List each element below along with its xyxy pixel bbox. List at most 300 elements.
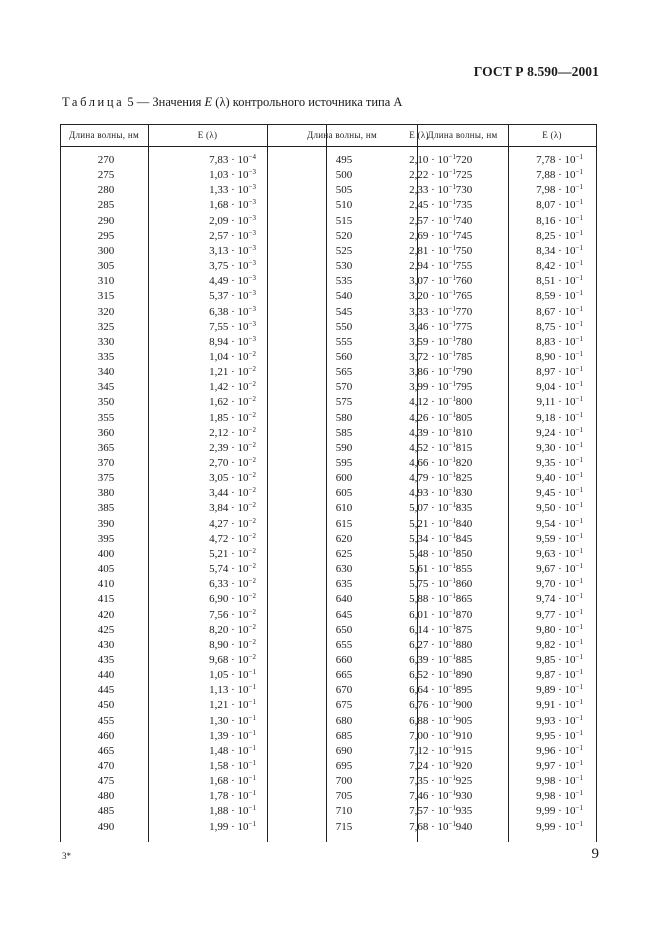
e-lambda-cell: [508, 441, 583, 456]
wavelength-cell: 735: [455, 199, 473, 212]
wavelength-cell: 705: [335, 790, 353, 803]
caption-number: 5 — Значения: [124, 95, 205, 109]
wavelength-cell: 630: [335, 563, 353, 576]
e-lambda-exponent: −1: [575, 713, 583, 722]
times-ten-symbol: · 10: [428, 320, 449, 333]
wavelength-cell: 590: [335, 441, 353, 454]
e-lambda-cell: [148, 168, 256, 183]
e-lambda-cell: [508, 229, 583, 244]
e-lambda-mantissa: 1,13: [209, 684, 229, 697]
e-lambda-cell: [508, 486, 583, 501]
wavelength-cell: 930: [455, 790, 473, 803]
wavelength-cell: 850: [455, 547, 473, 560]
wavelength-cell: 680: [335, 714, 353, 727]
e-lambda-exponent: −1: [575, 743, 583, 752]
wavelength-cell: 365: [97, 441, 115, 454]
wavelength-cell: 455: [97, 714, 115, 727]
e-lambda-exponent: −1: [248, 759, 256, 767]
e-lambda-cell: [508, 532, 583, 547]
e-lambda-mantissa: 1,42: [209, 381, 229, 394]
e-lambda-exponent: −1: [248, 774, 256, 783]
times-ten-symbol: · 10: [428, 487, 449, 500]
e-lambda-mantissa: 4,26: [409, 411, 429, 424]
times-ten-symbol: · 10: [228, 563, 249, 576]
e-lambda-exponent: −1: [575, 440, 583, 449]
e-lambda-mantissa: 8,59: [536, 290, 556, 303]
e-lambda-cell: [508, 350, 583, 365]
e-lambda-mantissa: 5,75: [409, 578, 429, 591]
e-lambda-mantissa: 5,61: [409, 563, 429, 576]
times-ten-symbol: · 10: [428, 502, 449, 515]
e-lambda-exponent: −1: [575, 168, 583, 177]
e-lambda-exponent: −1: [448, 259, 456, 268]
e-lambda-mantissa: 6,90: [209, 593, 229, 606]
e-lambda-cell: [148, 441, 256, 456]
wavelength-cell: 725: [455, 169, 473, 182]
wavelength-cell: 530: [335, 260, 353, 273]
wavelength-cell: 580: [335, 411, 353, 424]
e-lambda-mantissa: 7,78: [536, 154, 556, 166]
wavelength-cell: 890: [455, 669, 473, 682]
e-lambda-exponent: −1: [248, 804, 256, 813]
wavelength-cell: 875: [455, 623, 473, 636]
e-lambda-mantissa: 9,68: [209, 653, 229, 666]
e-lambda-cell: [148, 305, 256, 320]
e-lambda-mantissa: 4,66: [409, 457, 429, 469]
e-lambda-exponent: −1: [448, 516, 456, 525]
times-ten-symbol: · 10: [555, 305, 576, 318]
e-lambda-exponent: −1: [448, 759, 456, 767]
wavelength-cell: 920: [455, 760, 473, 772]
e-lambda-mantissa: 8,16: [536, 214, 556, 227]
times-ten-symbol: · 10: [555, 623, 576, 636]
e-lambda-mantissa: 9,18: [536, 411, 556, 424]
e-lambda-mantissa: 3,07: [409, 275, 429, 288]
wavelength-cell: 405: [97, 563, 115, 576]
wavelength-cell: 440: [97, 669, 115, 682]
times-ten-symbol: · 10: [228, 790, 249, 803]
wavelength-cell: 685: [335, 729, 353, 742]
e-lambda-mantissa: 9,77: [536, 608, 556, 621]
header-e-lambda-3: E (λ): [542, 130, 562, 140]
wavelength-cell: 515: [335, 214, 353, 227]
e-lambda-exponent: −1: [575, 607, 583, 616]
e-lambda-mantissa: 9,67: [536, 563, 556, 576]
times-ten-symbol: · 10: [228, 260, 249, 273]
wavelength-cell: 350: [97, 396, 115, 409]
times-ten-symbol: · 10: [428, 381, 449, 394]
e-lambda-mantissa: 4,72: [209, 532, 229, 545]
e-lambda-exponent: −1: [448, 153, 456, 161]
header-e-lambda-1: E (λ): [197, 130, 218, 140]
e-lambda-exponent: −1: [448, 365, 456, 374]
e-lambda-cell: [508, 259, 583, 274]
wavelength-cell: 720: [455, 154, 473, 166]
wavelength-cell: 325: [97, 320, 115, 333]
e-lambda-mantissa: 4,39: [409, 426, 429, 439]
e-lambda-mantissa: 1,21: [209, 699, 229, 712]
e-lambda-mantissa: 3,46: [409, 320, 429, 333]
times-ten-symbol: · 10: [428, 366, 449, 379]
e-lambda-mantissa: 8,07: [536, 199, 556, 212]
e-lambda-exponent: −3: [248, 319, 256, 328]
times-ten-symbol: · 10: [555, 760, 576, 772]
e-lambda-mantissa: 8,75: [536, 320, 556, 333]
e-lambda-exponent: −3: [248, 274, 256, 283]
wavelength-cell: 910: [455, 729, 473, 742]
e-lambda-mantissa: 9,35: [536, 457, 556, 469]
times-ten-symbol: · 10: [555, 426, 576, 439]
times-ten-symbol: · 10: [428, 154, 449, 166]
e-lambda-exponent: −1: [575, 410, 583, 419]
e-lambda-cell: [148, 456, 256, 471]
e-lambda-mantissa: 7,55: [209, 320, 229, 333]
e-lambda-cell: [148, 471, 256, 486]
wavelength-cell: 660: [335, 653, 353, 666]
wavelength-cell: 800: [455, 396, 473, 409]
wavelength-cell: 770: [455, 305, 473, 318]
times-ten-symbol: · 10: [428, 305, 449, 318]
times-ten-symbol: · 10: [228, 593, 249, 606]
e-lambda-cell: [508, 320, 583, 335]
e-lambda-exponent: −3: [248, 334, 256, 343]
times-ten-symbol: · 10: [228, 396, 249, 409]
wavelength-cell: 560: [335, 350, 353, 363]
data-table: [60, 124, 597, 842]
e-lambda-exponent: −1: [448, 349, 456, 358]
e-lambda-cell: [508, 380, 583, 395]
wavelength-cell: 510: [335, 199, 353, 212]
e-lambda-exponent: −1: [575, 546, 583, 555]
e-lambda-exponent: −1: [448, 198, 456, 207]
wavelength-cell: 465: [97, 744, 115, 757]
times-ten-symbol: · 10: [555, 502, 576, 515]
times-ten-symbol: · 10: [228, 502, 249, 515]
e-lambda-exponent: −1: [575, 334, 583, 343]
wavelength-cell: 355: [97, 411, 115, 424]
times-ten-symbol: · 10: [555, 653, 576, 666]
times-ten-symbol: · 10: [428, 714, 449, 727]
e-lambda-cell: [148, 729, 256, 744]
e-lambda-exponent: −1: [448, 228, 456, 237]
e-lambda-exponent: −1: [448, 501, 456, 510]
times-ten-symbol: · 10: [228, 729, 249, 742]
e-lambda-mantissa: 3,72: [409, 350, 429, 363]
e-lambda-mantissa: 7,46: [409, 790, 429, 803]
e-lambda-exponent: −2: [248, 395, 256, 404]
e-lambda-cell: [148, 274, 256, 289]
wavelength-cell: 345: [97, 381, 115, 394]
e-lambda-exponent: −2: [248, 486, 256, 495]
e-lambda-mantissa: 1,88: [209, 805, 229, 818]
e-lambda-exponent: −1: [448, 789, 456, 798]
e-lambda-exponent: −3: [248, 198, 256, 207]
e-lambda-mantissa: 7,12: [409, 744, 429, 757]
e-lambda-exponent: −1: [248, 713, 256, 722]
wavelength-cell: 575: [335, 396, 353, 409]
e-lambda-exponent: −1: [448, 440, 456, 449]
e-lambda-exponent: −2: [248, 592, 256, 601]
e-lambda-mantissa: 2,09: [209, 214, 229, 227]
e-lambda-cell: [148, 804, 256, 819]
times-ten-symbol: · 10: [428, 578, 449, 591]
wavelength-cell: 935: [455, 805, 473, 818]
times-ten-symbol: · 10: [555, 441, 576, 454]
wavelength-cell: 925: [455, 775, 473, 788]
times-ten-symbol: · 10: [228, 669, 249, 682]
wavelength-cell: 610: [335, 502, 353, 515]
times-ten-symbol: · 10: [428, 517, 449, 530]
e-lambda-exponent: −1: [575, 380, 583, 389]
e-lambda-exponent: −1: [448, 243, 456, 252]
wavelength-cell: 665: [335, 669, 353, 682]
times-ten-symbol: · 10: [428, 760, 449, 772]
e-lambda-mantissa: 7,56: [209, 608, 229, 621]
wavelength-cell: 475: [97, 775, 115, 788]
e-lambda-cell: [148, 289, 256, 304]
e-lambda-exponent: −1: [575, 531, 583, 540]
wavelength-cell: 650: [335, 623, 353, 636]
wavelength-cell: 655: [335, 638, 353, 651]
e-lambda-exponent: −1: [575, 183, 583, 192]
e-lambda-mantissa: 9,98: [536, 775, 556, 788]
wavelength-cell: 915: [455, 744, 473, 757]
wavelength-cell: 790: [455, 366, 473, 379]
times-ten-symbol: · 10: [555, 487, 576, 500]
e-lambda-exponent: −3: [248, 213, 256, 222]
e-lambda-mantissa: 9,54: [536, 517, 556, 530]
e-lambda-cell: [508, 608, 583, 623]
e-lambda-exponent: −1: [448, 456, 456, 464]
wavelength-cell: 370: [97, 457, 115, 469]
e-lambda-cell: [148, 335, 256, 350]
e-lambda-exponent: −1: [448, 168, 456, 177]
e-lambda-exponent: −1: [448, 183, 456, 192]
e-lambda-mantissa: 7,88: [536, 169, 556, 182]
e-lambda-cell: [508, 804, 583, 819]
e-lambda-mantissa: 9,82: [536, 638, 556, 651]
times-ten-symbol: · 10: [228, 517, 249, 530]
times-ten-symbol: · 10: [428, 790, 449, 803]
e-lambda-cell: [148, 668, 256, 683]
wavelength-cell: 520: [335, 229, 353, 242]
e-lambda-exponent: −1: [575, 456, 583, 464]
e-lambda-exponent: −1: [448, 562, 456, 571]
e-lambda-mantissa: 8,34: [536, 244, 556, 257]
e-lambda-cell: [148, 744, 256, 759]
e-lambda-mantissa: 2,70: [209, 457, 229, 469]
e-lambda-exponent: −1: [575, 683, 583, 692]
e-lambda-cell: [508, 729, 583, 744]
times-ten-symbol: · 10: [228, 820, 249, 833]
e-lambda-mantissa: 9,45: [536, 487, 556, 500]
wavelength-cell: 860: [455, 578, 473, 591]
e-lambda-mantissa: 9,95: [536, 729, 556, 742]
e-lambda-mantissa: 1,48: [209, 744, 229, 757]
e-lambda-cell: [508, 759, 583, 774]
e-lambda-mantissa: 3,05: [209, 472, 229, 485]
e-lambda-exponent: −1: [575, 592, 583, 601]
e-lambda-cell: [508, 547, 583, 562]
wavelength-cell: 535: [335, 275, 353, 288]
times-ten-symbol: · 10: [555, 547, 576, 560]
e-lambda-mantissa: 1,39: [209, 729, 229, 742]
wavelength-cell: 270: [97, 154, 115, 166]
wavelength-cell: 340: [97, 366, 115, 379]
footer-mark: 3*: [62, 851, 71, 861]
wavelength-cell: 885: [455, 653, 473, 666]
e-lambda-exponent: −1: [575, 577, 583, 586]
times-ten-symbol: · 10: [428, 244, 449, 257]
e-lambda-mantissa: 3,86: [409, 366, 429, 379]
e-lambda-exponent: −3: [248, 168, 256, 177]
times-ten-symbol: · 10: [228, 487, 249, 500]
e-lambda-mantissa: 3,44: [209, 487, 229, 500]
e-lambda-mantissa: 5,88: [409, 593, 429, 606]
e-lambda-mantissa: 9,70: [536, 578, 556, 591]
times-ten-symbol: · 10: [428, 744, 449, 757]
times-ten-symbol: · 10: [228, 320, 249, 333]
e-lambda-cell: [148, 547, 256, 562]
e-lambda-exponent: −2: [248, 471, 256, 480]
e-lambda-exponent: −1: [448, 531, 456, 540]
times-ten-symbol: · 10: [228, 275, 249, 288]
e-lambda-exponent: −1: [575, 274, 583, 283]
e-lambda-exponent: −2: [248, 546, 256, 555]
e-lambda-exponent: −2: [248, 637, 256, 646]
e-lambda-mantissa: 1,68: [209, 775, 229, 788]
wavelength-cell: 525: [335, 244, 353, 257]
wavelength-cell: 470: [97, 760, 115, 772]
e-lambda-mantissa: 9,04: [536, 381, 556, 394]
e-lambda-cell: [508, 501, 583, 516]
wavelength-cell: 300: [97, 244, 115, 257]
e-lambda-cell: [508, 244, 583, 259]
e-lambda-mantissa: 6,33: [209, 578, 229, 591]
e-lambda-mantissa: 9,93: [536, 714, 556, 727]
e-lambda-cell: [148, 759, 256, 774]
e-lambda-mantissa: 9,63: [536, 547, 556, 560]
times-ten-symbol: · 10: [228, 623, 249, 636]
wavelength-cell: 865: [455, 593, 473, 606]
e-lambda-exponent: −1: [248, 819, 256, 828]
e-lambda-mantissa: 1,04: [209, 350, 229, 363]
e-lambda-mantissa: 6,52: [409, 669, 429, 682]
wavelength-cell: 605: [335, 487, 353, 500]
e-lambda-exponent: −1: [448, 486, 456, 495]
wavelength-cell: 565: [335, 366, 353, 379]
times-ten-symbol: · 10: [555, 350, 576, 363]
wavelength-cell: 640: [335, 593, 353, 606]
e-lambda-exponent: −1: [248, 668, 256, 677]
e-lambda-cell: [508, 471, 583, 486]
e-lambda-exponent: −3: [248, 243, 256, 252]
e-lambda-exponent: −1: [448, 728, 456, 737]
wavelength-cell: 620: [335, 532, 353, 545]
e-lambda-mantissa: 1,03: [209, 169, 229, 182]
e-lambda-exponent: −1: [575, 516, 583, 525]
times-ten-symbol: · 10: [555, 154, 576, 166]
times-ten-symbol: · 10: [428, 275, 449, 288]
e-lambda-cell: [508, 426, 583, 441]
e-lambda-exponent: −4: [248, 153, 256, 161]
e-lambda-cell: [148, 395, 256, 410]
e-lambda-mantissa: 1,78: [209, 790, 229, 803]
e-lambda-mantissa: 5,74: [209, 563, 229, 576]
e-lambda-mantissa: 9,80: [536, 623, 556, 636]
wavelength-cell: 390: [97, 517, 115, 530]
e-lambda-cell: [148, 501, 256, 516]
times-ten-symbol: · 10: [555, 714, 576, 727]
e-lambda-exponent: −1: [448, 622, 456, 631]
times-ten-symbol: · 10: [428, 623, 449, 636]
wavelength-cell: 555: [335, 335, 353, 348]
e-lambda-mantissa: 5,07: [409, 502, 429, 515]
wavelength-cell: 485: [97, 805, 115, 818]
times-ten-symbol: · 10: [428, 805, 449, 818]
times-ten-symbol: · 10: [428, 441, 449, 454]
e-lambda-mantissa: 4,27: [209, 517, 229, 530]
table-left-border: [60, 124, 61, 842]
e-lambda-mantissa: 9,74: [536, 593, 556, 606]
times-ten-symbol: · 10: [228, 714, 249, 727]
e-lambda-exponent: −1: [448, 652, 456, 661]
e-lambda-cell: [508, 698, 583, 713]
wavelength-cell: 275: [97, 169, 115, 182]
e-lambda-mantissa: 2,33: [409, 184, 429, 197]
e-lambda-exponent: −1: [248, 683, 256, 692]
wavelength-cell: 540: [335, 290, 353, 303]
wavelength-cell: 420: [97, 608, 115, 621]
wavelength-cell: 675: [335, 699, 353, 712]
e-lambda-mantissa: 6,64: [409, 684, 429, 697]
times-ten-symbol: · 10: [228, 214, 249, 227]
e-lambda-cell: [508, 153, 583, 168]
e-lambda-mantissa: 8,25: [536, 229, 556, 242]
e-lambda-mantissa: 9,11: [536, 396, 556, 409]
e-lambda-cell: [508, 198, 583, 213]
wavelength-cell: 635: [335, 578, 353, 591]
times-ten-symbol: · 10: [228, 335, 249, 348]
times-ten-symbol: · 10: [228, 305, 249, 318]
e-lambda-cell: [148, 183, 256, 198]
times-ten-symbol: · 10: [228, 653, 249, 666]
wavelength-cell: 840: [455, 517, 473, 530]
e-lambda-mantissa: 9,99: [536, 820, 556, 833]
e-lambda-mantissa: 2,45: [409, 199, 429, 212]
e-lambda-exponent: −1: [575, 622, 583, 631]
e-lambda-exponent: −1: [248, 698, 256, 707]
e-lambda-cell: [148, 259, 256, 274]
e-lambda-cell: [508, 562, 583, 577]
e-lambda-exponent: −1: [448, 410, 456, 419]
e-lambda-exponent: −2: [248, 501, 256, 510]
wavelength-cell: 500: [335, 169, 353, 182]
e-lambda-exponent: −1: [575, 486, 583, 495]
e-lambda-mantissa: 5,21: [209, 547, 229, 560]
wavelength-cell: 615: [335, 517, 353, 530]
e-lambda-exponent: −1: [575, 471, 583, 480]
e-lambda-cell: [148, 789, 256, 804]
e-lambda-mantissa: 6,38: [209, 305, 229, 318]
times-ten-symbol: · 10: [428, 411, 449, 424]
e-lambda-exponent: −3: [248, 183, 256, 192]
wavelength-cell: 815: [455, 441, 473, 454]
wavelength-cell: 715: [335, 820, 353, 833]
e-lambda-exponent: −1: [575, 243, 583, 252]
times-ten-symbol: · 10: [228, 547, 249, 560]
e-lambda-exponent: −1: [575, 637, 583, 646]
